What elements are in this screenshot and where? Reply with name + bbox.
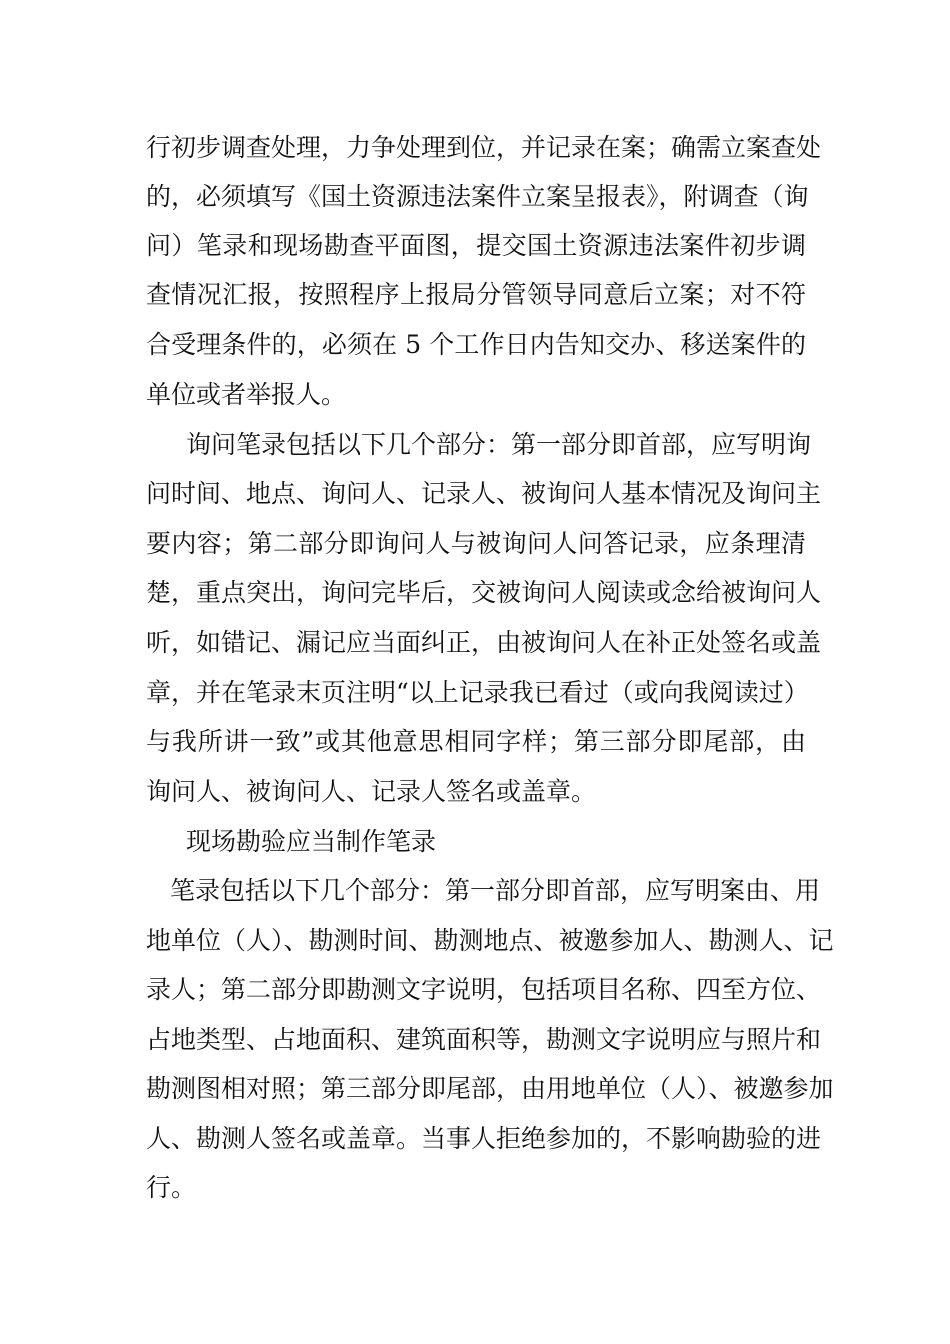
text-line: 录人；第二部分即勘测文字说明，包括项目名称、四至方位、 <box>146 975 822 1004</box>
text-line: 听，如错记、漏记应当面纠正，由被询问人在补正处签名或盖 <box>146 628 822 657</box>
text-line: 问）笔录和现场勘查平面图，提交国土资源违法案件初步调 <box>146 231 806 260</box>
text-line: 占地类型、占地面积、建筑面积等，勘测文字说明应与照片和 <box>146 1025 822 1054</box>
text-line: 要内容；第二部分即询问人与被询问人问答记录，应条理清 <box>146 529 806 558</box>
text-line: 地单位（人）、勘测时间、勘测地点、被邀参加人、勘测人、记 <box>146 926 834 955</box>
text-line: 行。 <box>146 1173 197 1202</box>
text-line: 章，并在笔录末页注明“以上记录我已看过（或向我阅读过） <box>146 678 809 707</box>
text-line: 楚，重点突出，询问完毕后，交被询问人阅读或念给被询问人 <box>146 578 822 607</box>
text-line: 问时间、地点、询问人、记录人、被询问人基本情况及询问主 <box>146 479 822 508</box>
text-line: 的，必须填写《国土资源违法案件立案呈报表》，附调查（询 <box>146 182 809 211</box>
text-line: 合受理条件的，必须在 5 个工作日内告知交办、移送案件的 <box>146 330 806 359</box>
text-line: 勘测图相对照；第三部分即尾部，由用地单位（人）、被邀参加 <box>146 1074 834 1103</box>
text-line: 人、勘测人签名或盖章。当事人拒绝参加的，不影响勘验的进 <box>146 1124 822 1153</box>
section-heading: 现场勘验应当制作笔录 <box>186 827 437 856</box>
text-line: 笔录包括以下几个部分：第一部分即首部，应写明案由、用 <box>170 876 821 905</box>
text-line: 查情况汇报，按照程序上报局分管领导同意后立案；对不符 <box>146 280 806 309</box>
text-line: 与我所讲一致”或其他意思相同字样；第三部分即尾部，由 <box>146 727 806 756</box>
text-line: 行初步调查处理，力争处理到位，并记录在案；确需立案查处 <box>146 133 822 162</box>
text-line: 询问人、被询问人、记录人签名或盖章。 <box>146 777 597 806</box>
text-line: 询问笔录包括以下几个部分：第一部分即首部，应写明询 <box>186 430 812 459</box>
text-line: 单位或者举报人。 <box>146 380 347 409</box>
